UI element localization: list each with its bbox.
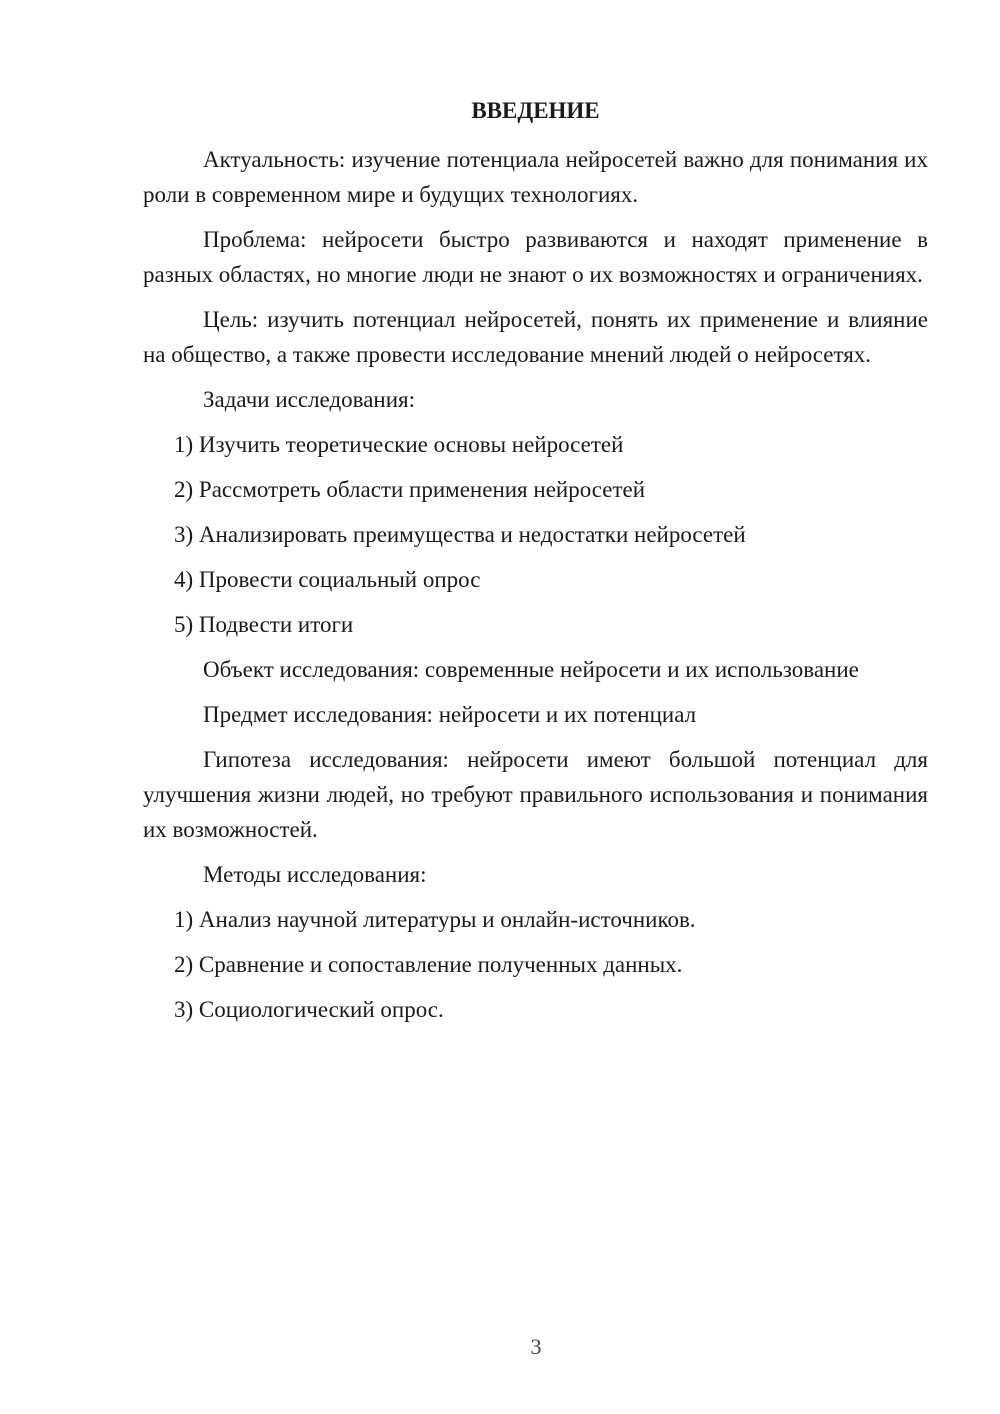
object-line: Объект исследования: современные нейросети и их использование (203, 657, 859, 682)
tasks-list (143, 427, 928, 642)
list-item: 3) Социологический опрос. (174, 997, 444, 1022)
subject-line: Предмет исследования: нейросети и их потенциал (203, 702, 697, 727)
list-item: 3) Анализировать преимущества и недостатки нейросетей (174, 522, 746, 547)
page-title: ВВЕДЕНИЕ (471, 98, 600, 123)
list-item: 1) Анализ научной литературы и онлайн-источников. (174, 907, 696, 932)
page-number: 3 (530, 1334, 542, 1359)
relevance-paragraph: Актуальность: изучение потенциала нейросетей важно для понимания их роли в современном мире и будущих технологиях. (143, 147, 928, 207)
problem-paragraph: Проблема: нейросети быстро развиваются и находят применение в разных областях, но многие люди не знают о их возможностях и ограничениях. (143, 227, 928, 287)
list-item: 2) Рассмотреть области применения нейросетей (174, 477, 646, 502)
document-body (143, 96, 928, 1037)
methods-heading: Методы исследования: (203, 862, 427, 887)
list-item: 5) Подвести итоги (174, 612, 354, 637)
methods-list (143, 902, 928, 1027)
list-item: 2) Сравнение и сопоставление полученных данных. (174, 952, 683, 977)
hypothesis-paragraph: Гипотеза исследования: нейросети имеют большой потенциал для улучшения жизни людей, но требуют правильного использования и понимания их возможностей. (143, 747, 928, 842)
tasks-heading: Задачи исследования: (203, 387, 416, 412)
list-item: 1) Изучить теоретические основы нейросетей (174, 432, 624, 457)
list-item: 4) Провести социальный опрос (174, 567, 481, 592)
goal-paragraph: Цель: изучить потенциал нейросетей, понять их применение и влияние на общество, а также провести исследование мнений людей о нейросетях. (143, 307, 928, 367)
